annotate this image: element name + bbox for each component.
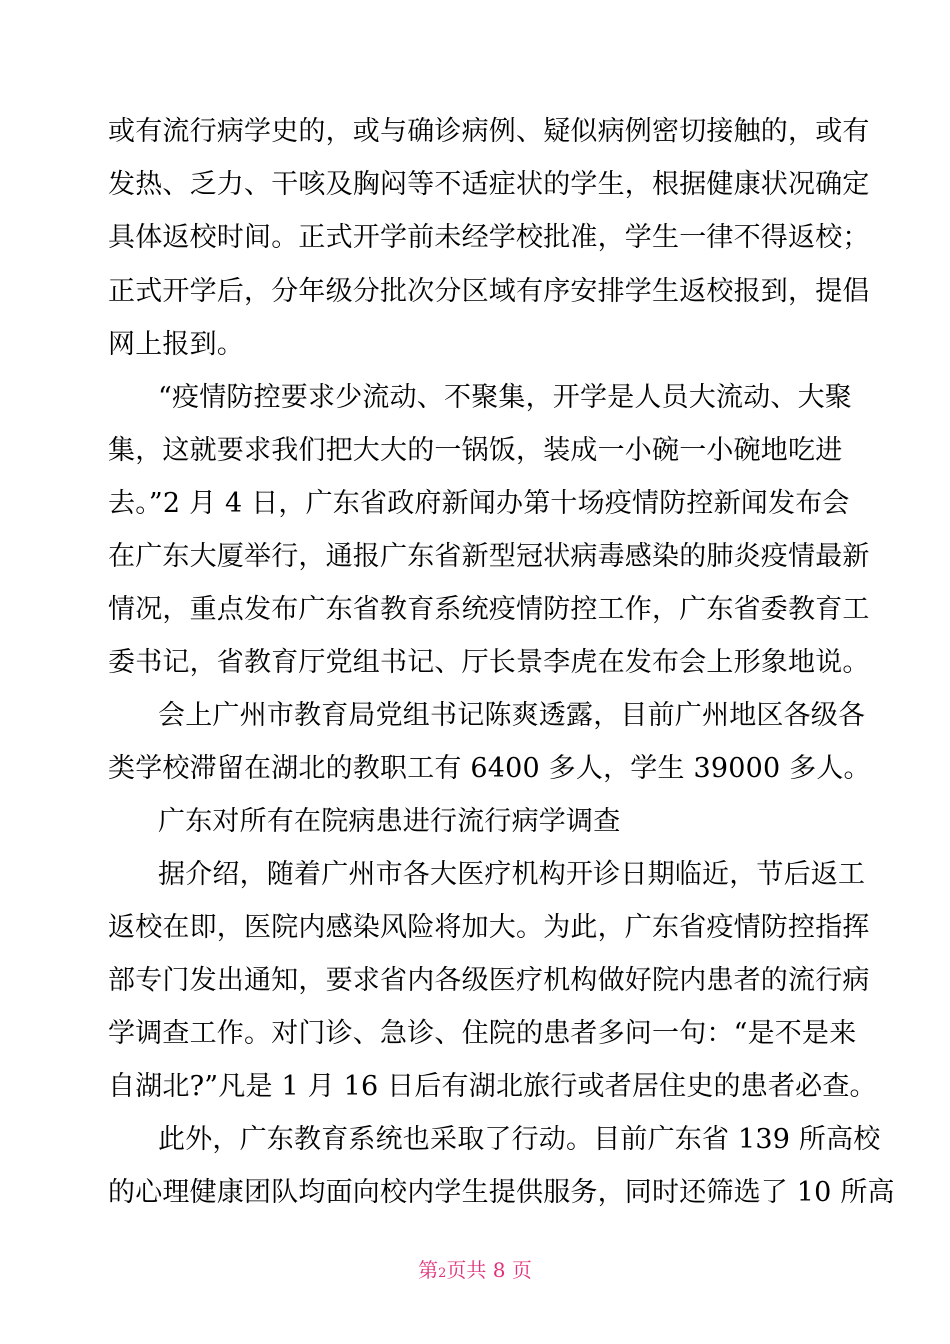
paragraph-2-line-1: “疫情防控要求少流动、不聚集，开学是人员大流动、大聚	[158, 382, 853, 413]
paragraph-1-line-1: 或有流行病学史的，或与确诊病例、疑似病例密切接触的，或有	[108, 116, 870, 147]
paragraph-2-line-4: 在广东大厦举行，通报广东省新型冠状病毒感染的肺炎疫情最新	[108, 541, 870, 572]
paragraph-2-line-3: 去。”2 月 4 日，广东省政府新闻办第十场疫情防控新闻发布会	[108, 488, 850, 519]
paragraph-1-line-3: 具体返校时间。正式开学前未经学校批准，学生一律不得返校；	[108, 222, 870, 253]
paragraph-5-line-5: 自湖北?”凡是 1 月 16 日后有湖北旅行或者居住史的患者必查。	[108, 1071, 877, 1102]
paragraph-5-line-4: 学调查工作。对门诊、急诊、住院的患者多问一句：“是不是来	[108, 1018, 857, 1049]
paragraph-2-line-6: 委书记，省教育厅党组书记、厅长景李虎在发布会上形象地说。	[108, 647, 870, 678]
footer-total-pages: 8	[492, 1258, 506, 1282]
paragraph-1-line-5: 网上报到。	[108, 329, 244, 360]
section-heading: 广东对所有在院病患进行流行病学调查	[158, 806, 621, 837]
footer-page-number: 2	[438, 1266, 447, 1281]
paragraph-2-line-5: 情况，重点发布广东省教育系统疫情防控工作，广东省委教育工	[108, 594, 870, 625]
paragraph-1-line-4: 正式开学后，分年级分批次分区域有序安排学生返校报到，提倡	[108, 276, 870, 307]
footer-middle: 页共	[446, 1258, 487, 1282]
paragraph-5-line-2: 返校在即，医院内感染风险将加大。为此，广东省疫情防控指挥	[108, 912, 870, 943]
paragraph-5-line-3: 部专门发出通知，要求省内各级医疗机构做好院内患者的流行病	[108, 965, 870, 996]
paragraph-3-line-1: 会上广州市教育局党组书记陈爽透露，目前广州地区各级各	[158, 700, 866, 731]
paragraph-1-line-2: 发热、乏力、干咳及胸闷等不适症状的学生，根据健康状况确定	[108, 169, 870, 200]
paragraph-5-line-1: 据介绍，随着广州市各大医疗机构开诊日期临近，节后返工	[158, 859, 866, 890]
paragraph-2-line-2: 集，这就要求我们把大大的一锅饭，装成一小碗一小碗地吃进	[108, 435, 843, 466]
paragraph-3-line-2: 类学校滞留在湖北的教职工有 6400 多人，学生 39000 多人。	[108, 753, 871, 784]
paragraph-6-line-2: 的心理健康团队均面向校内学生提供服务，同时还筛选了 10 所高	[108, 1177, 895, 1208]
paragraph-6-line-1: 此外，广东教育系统也采取了行动。目前广东省 139 所高校	[158, 1124, 881, 1155]
footer-prefix: 第	[418, 1258, 439, 1282]
page-footer	[0, 1256, 950, 1288]
footer-suffix: 页	[511, 1258, 532, 1282]
